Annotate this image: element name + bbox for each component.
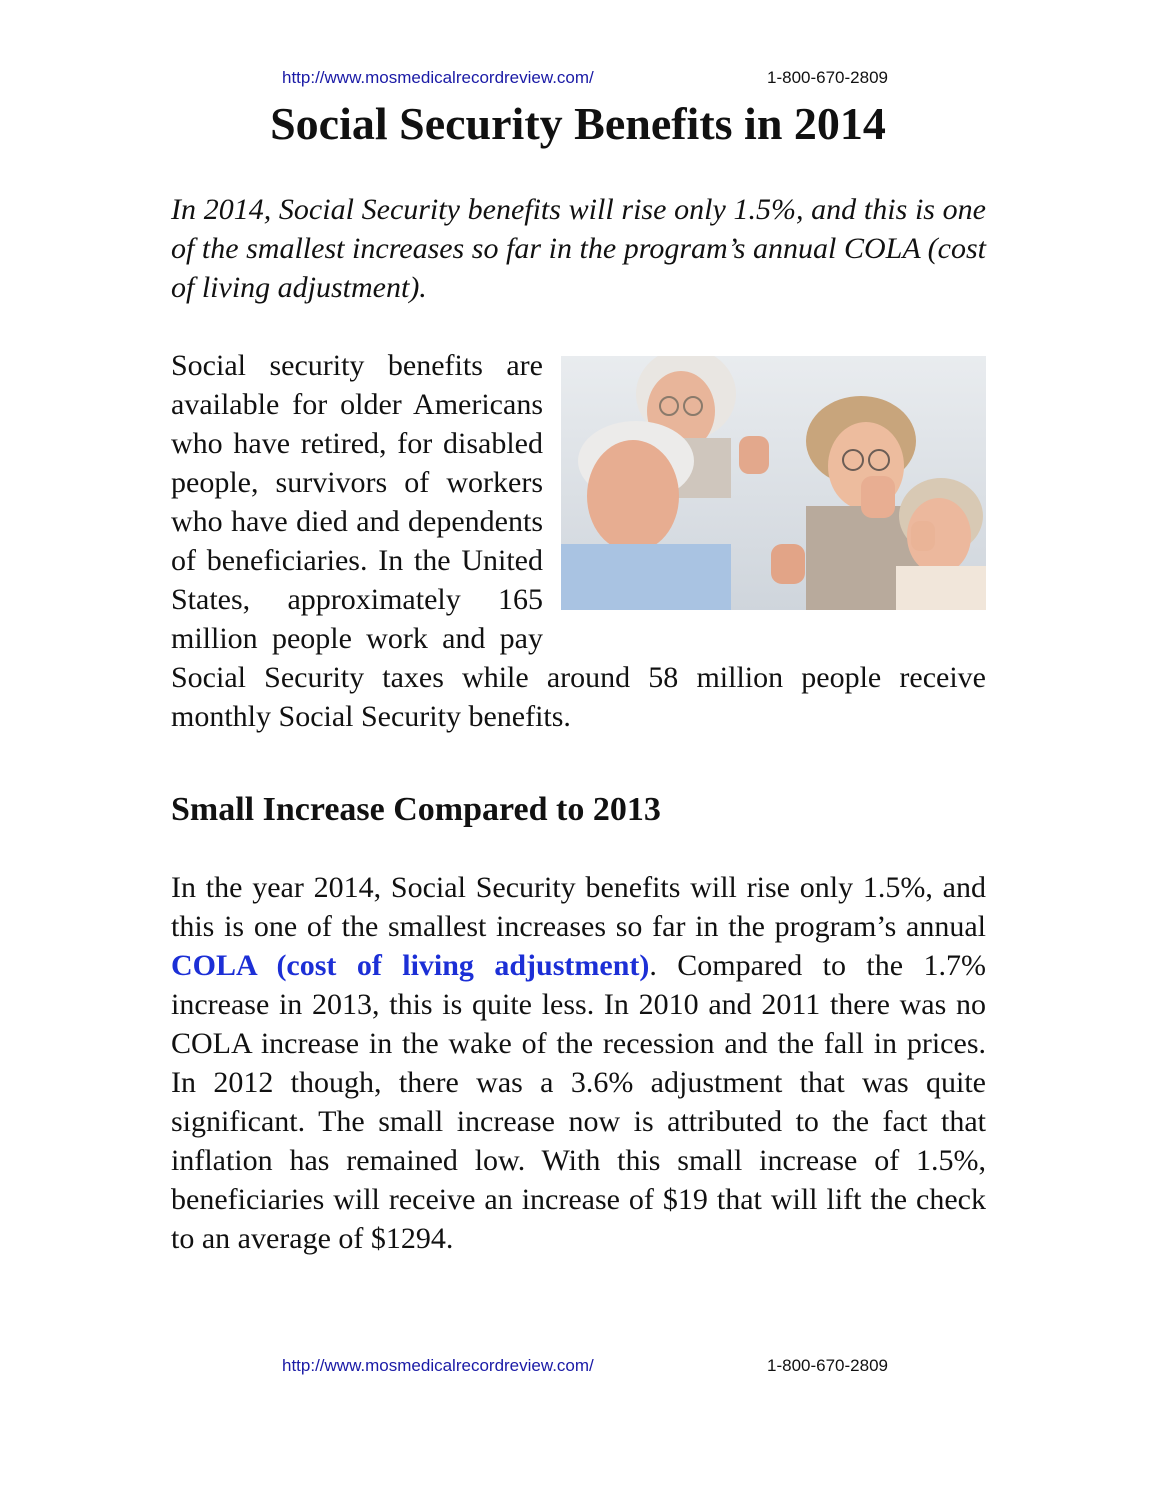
intro-paragraph: In 2014, Social Security benefits will rise only 1.5%, and this is one of the smallest increases so far in the program’s annual COLA (cost of living adjustment). [171,193,986,304]
paragraph2-text-before: In the year 2014, Social Security benefits will rise only 1.5%, and this is one of the smallest increases so far in the program’s annual [171,871,986,943]
header-phone: 1-800-670-2809 [767,68,888,87]
seniors-photo-illustration [561,356,986,610]
paragraph2-text-after: . Compared to the 1.7% increase in 2013, this is quite less. In 2010 and 2011 there was no COLA increase in the wake of the recession and the fall in prices. In 2012 though, there was a 3.6% adjustment that was quite significant. The small increase now is attributed to the fact that inflation has remained low. With this small increase of 1.5%, beneficiaries will receive an increase of $19 that will lift the check to an average of $1294. [171,949,986,1255]
page-footer [0,1356,1156,1380]
article-body [171,190,986,1258]
page-title: Social Security Benefits in 2014 [270,98,886,149]
header-website-link[interactable]: http://www.mosmedicalrecordreview.com/ [282,68,594,87]
seniors-thumbs-up-photo [561,356,986,610]
page-header [0,68,1156,92]
cola-link[interactable]: COLA (cost of living adjustment) [171,949,650,982]
footer-website-link[interactable]: http://www.mosmedicalrecordreview.com/ [282,1356,594,1375]
footer-phone: 1-800-670-2809 [767,1356,888,1375]
paragraph-benefits-overview [171,346,986,736]
section-heading: Small Increase Compared to 2013 [171,791,661,828]
paragraph-cola-details [171,868,986,1258]
paragraph1-text: Social security benefits are available for older Americans who have retired, for disabled people, survivors of workers who have died and dependents of beneficiaries. In the United States, approximately 165 million people work and pay Social Security taxes while around 58 million people receive monthly Social Security benefits. [171,349,986,733]
